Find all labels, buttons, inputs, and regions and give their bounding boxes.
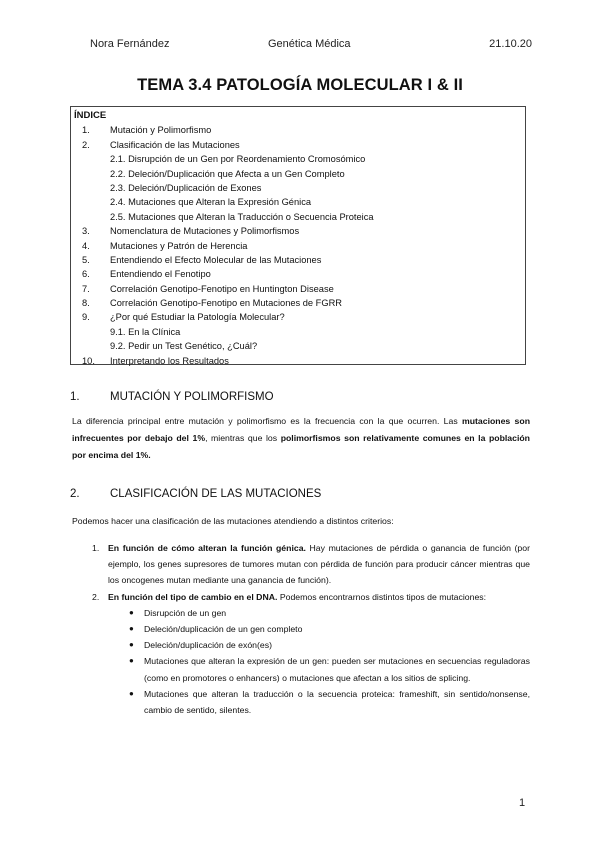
page-number: 1	[519, 797, 526, 809]
criteria-list	[72, 540, 530, 718]
section-1-title: MUTACIÓN Y POLIMORFISMO	[110, 391, 274, 403]
index-item: 3. Nomenclatura de Mutaciones y Polimorfismos	[82, 226, 300, 237]
header-subject: Genética Médica	[268, 38, 351, 50]
index-item: 2.3. Deleción/Duplicación de Exones	[110, 182, 262, 193]
index-item: 10. Interpretando los Resultados	[82, 355, 229, 366]
header-date: 21.10.20	[489, 38, 532, 50]
index-item: 2.5. Mutaciones que Alteran la Traducción o Secuencia Proteica	[110, 211, 374, 222]
index-item: 2.4. Mutaciones que Alteran la Expresión Génica	[110, 197, 312, 208]
list-item: ● Mutaciones que alteran la expresión de un gen: pueden ser mutaciones en secuencias reguladoras (como en promotores o enhancers) o mutaciones que afectan a los sitios de splicing.	[129, 656, 530, 683]
section-1-number: 1.	[70, 391, 80, 403]
index-item: 9.2. Pedir un Test Genético, ¿Cuál?	[110, 341, 258, 352]
index-heading: ÍNDICE	[74, 110, 107, 121]
criteria-item: 1. En función de cómo alteran la función génica. Hay mutaciones de pérdida o ganancia de función (por ejemplo, los genes supresores de tumores mutan con pérdida de función para producir cáncer mientras que los oncogenes mutan mediante una ganancia de función).	[92, 543, 530, 586]
index-item: 8. Correlación Genotipo-Fenotipo en Mutaciones de FGRR	[82, 298, 343, 309]
section-2-intro: Podemos hacer una clasificación de las mutaciones atendiendo a distintos criterios:	[72, 516, 394, 526]
index-item: 2.1. Disrupción de un Gen por Reordenamiento Cromosómico	[110, 154, 366, 165]
index-item: 2. Clasificación de las Mutaciones	[82, 139, 240, 150]
index-item: 1. Mutación y Polimorfismo	[82, 125, 212, 136]
list-item: ● Deleción/duplicación de un gen completo	[129, 624, 303, 635]
document-title: TEMA 3.4 PATOLOGÍA MOLECULAR I & II	[137, 76, 463, 94]
criteria-item: 2. En función del tipo de cambio en el DNA. Podemos encontrarnos distintos tipos de mutaciones:	[92, 591, 487, 602]
index-item: 6. Entendiendo el Fenotipo	[82, 269, 211, 280]
index-box	[70, 106, 526, 365]
section-2-title: CLASIFICACIÓN DE LAS MUTACIONES	[110, 488, 322, 500]
header-author: Nora Fernández	[90, 38, 170, 50]
section-1-paragraph: La diferencia principal entre mutación y polimorfismo es la frecuencia con la que ocurren. Las mutaciones son infrecuentes por debajo del 1%, mientras que los polimorfismos son relativamente comunes en la población por encima del 1%.	[72, 416, 531, 460]
index-item: 9. ¿Por qué Estudiar la Patología Molecular?	[82, 312, 285, 323]
section-2-heading	[70, 488, 321, 500]
list-item: ● Deleción/duplicación de exón(es)	[129, 640, 272, 651]
index-item: 9.1. En la Clínica	[110, 326, 181, 337]
index-item: 5. Entendiendo el Efecto Molecular de las Mutaciones	[82, 254, 322, 265]
index-list	[74, 123, 522, 368]
section-2-number: 2.	[70, 488, 80, 500]
index-item: 2.2. Deleción/Duplicación que Afecta a un Gen Completo	[110, 168, 345, 179]
list-item: ● Disrupción de un gen	[129, 607, 227, 618]
page-header	[90, 38, 532, 52]
section-1-heading	[70, 391, 274, 403]
list-item: ● Mutaciones que alteran la traducción o la secuencia proteica: frameshift, sin sentido/nonsense, cambio de sentido, silentes.	[129, 688, 530, 716]
mutation-types-list	[72, 605, 530, 718]
index-item: 7. Correlación Genotipo-Fenotipo en Huntington Disease	[82, 283, 334, 294]
index-item: 4. Mutaciones y Patrón de Herencia	[82, 240, 248, 251]
